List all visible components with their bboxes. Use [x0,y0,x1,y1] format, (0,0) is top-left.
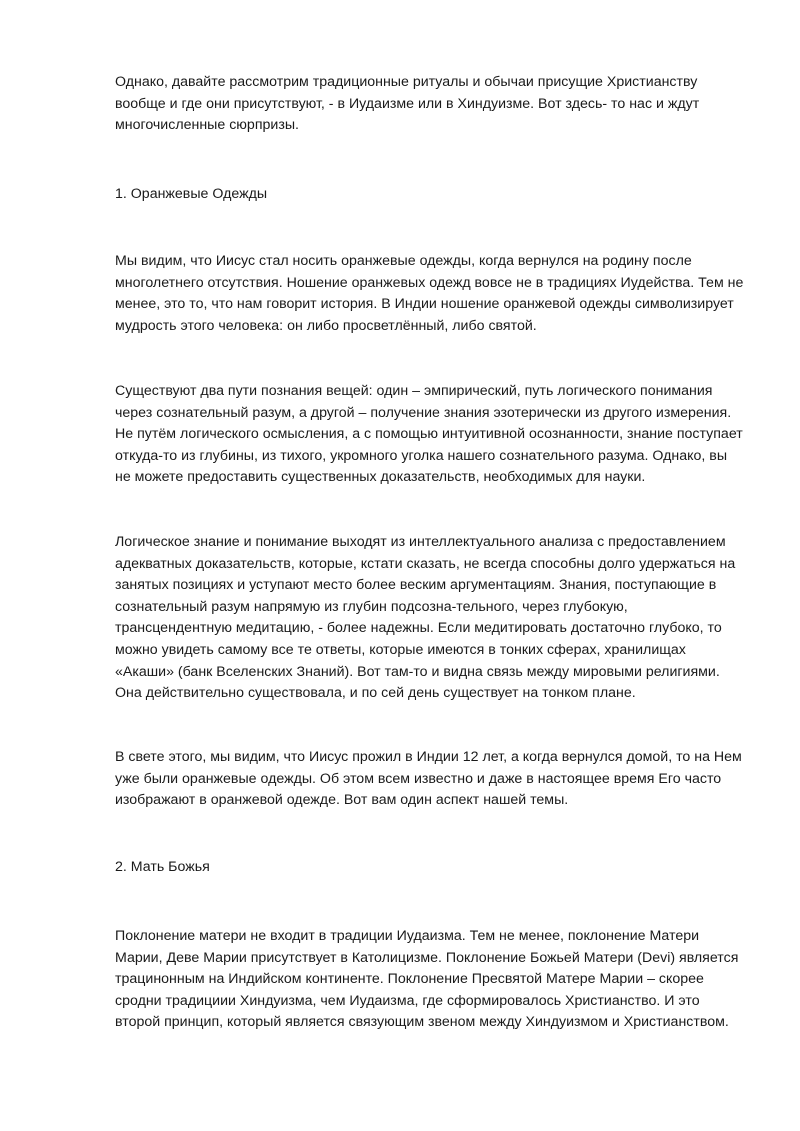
logical-knowledge-paragraph: Логическое знание и понимание выходят из интеллектуального анализа с предоставлением адекватных доказательств, которые, кстати сказать, не всегда способны долго удержаться на занятых позициях и уступают место более веским аргументациям. Знания, поступающие в сознательный разум напрямую из глубин подсозна-тельного, через глубокую, трансцендентную медитацию, - более надежны. Если медитировать достаточно глубоко, то можно увидеть самому все те ответы, которые имеются в тонких сферах, хранилищах «Акаши» (банк Вселенских Знаний). Вот там-то и видна связь между мировыми религиями. Она действительно существовала, и по сей день существует на тонком плане. [115,534,736,702]
orange-clothes-paragraph: Мы видим, что Иисус стал носить оранжевые одежды, когда вернулся на родину после многолетнего отсутствия. Ношение оранжевых одежд вовсе не в традициях Иудейства. Тем не менее, это то, что нам говорит история. В Индии ношение оранжевой одежды символизирует мудрость этого человека: он либо просветлённый, либо святой. [115,253,744,334]
mother-of-god-paragraph: Поклонение матери не входит в традиции Иудаизма. Тем не менее, поклонение Матери Марии, Деве Марии присутствует в Католицизме. Поклонение Божьей Матери (Devi) является трацинонным на Индийском континенте. Поклонение Пресвятой Матере Марии – скорее сродни традициии Хиндуизма, чем Иудаизма, где сформировалось Христианство. И это второй принцип, который является связующим звеном между Хиндуизмом и Христианством. [115,928,739,1031]
jesus-india-paragraph: В свете этого, мы видим, что Иисус прожил в Индии 12 лет, а когда вернулся домой, то на Нем уже были оранжевые одежды. Об этом всем известно и даже в настоящее время Его часто изображают в оранжевой одежде. Вот вам один аспект нашей темы. [115,749,742,809]
section-heading-mother-of-god: 2. Мать Божья [115,859,210,875]
ways-of-knowing-paragraph: Существуют два пути познания вещей: один – эмпирический, путь логического понимания через сознательный разум, а другой – получение знания эзотерически из другого измерения. Не путём логического осмысления, а с помощью интуитивной осознанности, знание поступает откуда-то из глубины, из тихого, укромного уголка нашего сознательного разума. Однако, вы не можете предоставить существенных доказательств, необходимых для науки. [115,383,743,486]
intro-paragraph: Однако, давайте рассмотрим традиционные ритуалы и обычаи присущие Христианству вообще и где они присутствуют, - в Иудаизме или в Хиндуизме. Вот здесь- то нас и ждут многочисленные сюрпризы. [115,74,700,134]
section-heading-orange-clothes: 1. Оранжевые Одежды [115,186,268,202]
